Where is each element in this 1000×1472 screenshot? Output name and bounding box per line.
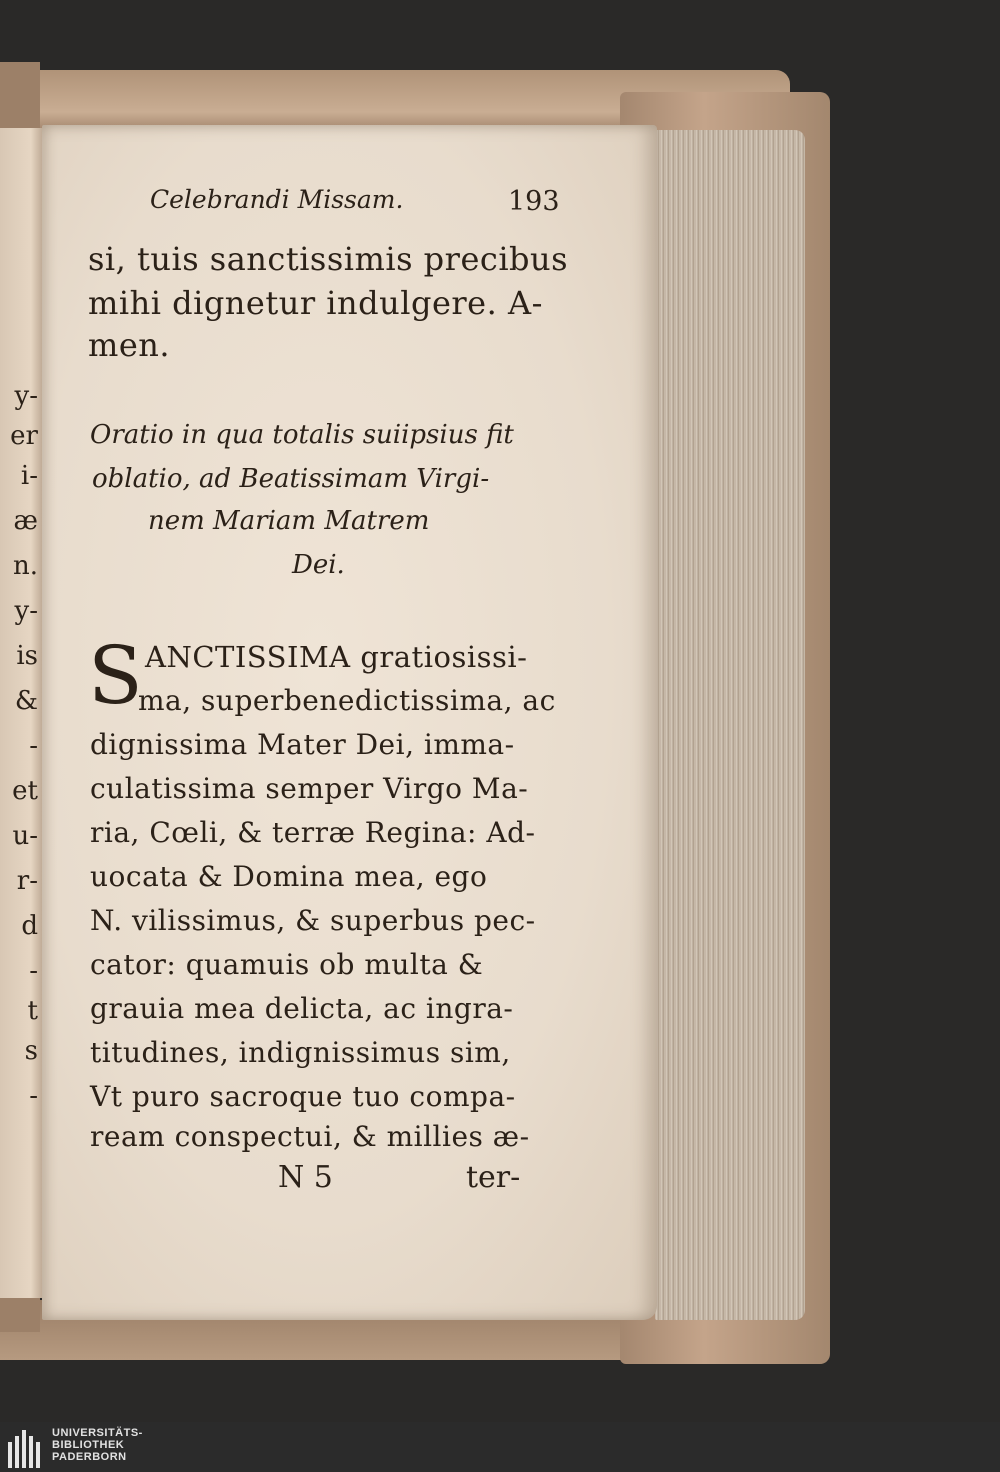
- left-fragment: &: [14, 686, 38, 716]
- text-line: ream conspectui, & millies æ-: [90, 1120, 530, 1153]
- left-fragment: y-: [14, 381, 38, 411]
- left-fragment: i-: [20, 461, 38, 491]
- page-number: 193: [508, 186, 560, 217]
- text-line: N. vilissimus, & superbus pec-: [90, 904, 536, 937]
- left-fragment: n.: [12, 551, 38, 581]
- text-line: grauia mea delicta, ac ingra-: [90, 992, 514, 1025]
- left-fragment: -: [29, 956, 38, 986]
- text-line: ANCTISSIMA gratiosissi-: [145, 640, 528, 674]
- page-block-edges: [655, 130, 805, 1320]
- left-fragment: y-: [14, 596, 38, 626]
- text-line: mihi dignetur indulgere. A-: [88, 284, 543, 322]
- text-line: uocata & Domina mea, ego: [90, 860, 488, 893]
- signature-mark: N 5: [278, 1160, 333, 1195]
- left-fragment: t: [27, 996, 38, 1026]
- left-fragment: is: [16, 641, 38, 671]
- text-line: ma, superbenedictissima, ac: [138, 684, 556, 717]
- text-line: Vt puro sacroque tuo compa-: [90, 1080, 516, 1113]
- left-fragment: r-: [16, 866, 38, 896]
- text-line: dignissima Mater Dei, imma-: [90, 728, 515, 761]
- left-fragment: u-: [12, 821, 38, 851]
- left-fragment: -: [29, 731, 38, 761]
- text-line: si, tuis sanctissimis precibus: [88, 240, 569, 278]
- prayer-heading-line: Dei.: [292, 550, 345, 580]
- library-logo-text: [52, 1427, 143, 1463]
- catchword: ter-: [466, 1160, 521, 1195]
- text-line: cator: quamuis ob multa &: [90, 948, 484, 981]
- prayer-heading-line: oblatio, ad Beatissimam Virgi-: [92, 464, 490, 494]
- logo-line: BIBLIOTHEK: [52, 1439, 125, 1451]
- left-fragment: er: [10, 421, 38, 451]
- library-footer: [0, 1422, 1000, 1472]
- drop-capital: S: [88, 629, 143, 722]
- logo-line: PADERBORN: [52, 1451, 127, 1463]
- left-fragment: et: [12, 776, 38, 806]
- left-fragment: s: [24, 1036, 38, 1066]
- logo-line: UNIVERSITÄTS-: [52, 1427, 143, 1439]
- text-line: men.: [88, 326, 171, 364]
- text-line: ria, Cœli, & terræ Regina: Ad-: [90, 816, 536, 849]
- text-line: titudines, indignissimus sim,: [90, 1036, 511, 1069]
- left-fragment: -: [29, 1081, 38, 1111]
- prayer-heading-line: nem Mariam Matrem: [148, 506, 430, 536]
- left-fragment: æ: [13, 506, 38, 536]
- library-logo-icon: [8, 1428, 46, 1468]
- left-page-edge: [0, 128, 44, 1298]
- text-line: culatissima semper Virgo Ma-: [90, 772, 529, 805]
- prayer-heading-line: Oratio in qua totalis suiipsius fit: [90, 420, 514, 450]
- running-head: Celebrandi Missam.: [150, 185, 404, 214]
- left-fragment: d: [21, 911, 38, 941]
